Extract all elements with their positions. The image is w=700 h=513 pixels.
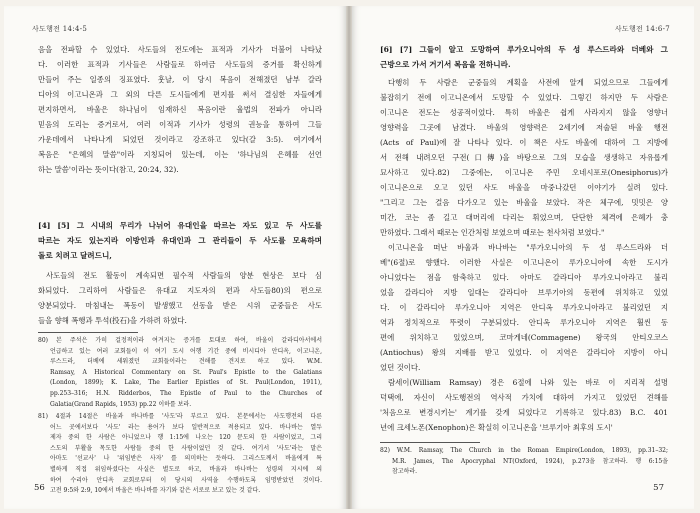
text-line: 디아의 이고니온과 그 외의 다른 도시들에게 편지를 써서 결심한 자들에게 xyxy=(38,90,322,99)
text-line: 람세이(William Ramsay) 경은 6절에 나와 있는 바로 이 지리적 설명 xyxy=(388,378,668,387)
footnote-line: Ramsay, A Historical Commentary on St. Paul's Epistle to the Galatians xyxy=(50,368,322,376)
right-page xyxy=(352,6,694,509)
heading-line: 근방으로 가서 거기서 복음을 전하니라. xyxy=(380,60,511,69)
running-head-left: 사도행전 14:4-5 xyxy=(32,25,88,33)
text-line: 이고니온을 떠난 바울과 바나바는 "루가오니아의 두 성 루스드라와 더 xyxy=(388,243,668,252)
footnote-line: 어느 곳에서보다 '사도' 라는 용어가 보다 일반적으로 적용되고 있다. 바나바는 열두 xyxy=(50,423,322,431)
footnote-80 xyxy=(38,336,322,410)
text-line: 다행히 두 사람은 군중들의 계획을 사전에 알게 되었으므로 그들에게 xyxy=(388,78,668,87)
footnote-line: 루스드라, 더베에 세워졌던 교회들이라는 견해를 견지로 하고 있다. W.M. xyxy=(50,358,322,366)
footnote-line: 언급하고 있는 여러 교회들이 이 여기 도시 어행 기간 중에 비시디아 안디옥, 이고니온, xyxy=(50,347,322,355)
text-line: 었던 것이다. xyxy=(380,363,421,372)
text-line: 역과 정치적으로 뚜렷이 구분되었다. 안디옥 루가오니아 지역은 훨씬 동 xyxy=(380,318,668,327)
footnote-line: 고전 9:5와 2:9, 10에서 바울은 바나바를 자기와 같은 서로로 보고 있는 것 같다. xyxy=(50,487,261,495)
text-line: (Acts of Paul)에 잘 나타나 있다. 이 책은 사도 바울에 대하여 그 지방에 xyxy=(380,138,668,147)
footnote-81 xyxy=(38,412,322,497)
text-line: 들을 향해 폭행과 투석(投石)을 가하려 하였다. xyxy=(38,316,187,325)
text-line: 베"(6절)로 향했다. 이러한 사실은 이고니온이 루가오니아에 속한 도시가 xyxy=(380,258,668,267)
text-line: 다. 이 갈라디아 루가오니아 지역은 안디옥 루가오니아라고 불리었던 지 xyxy=(380,303,668,312)
footnote-line: 80) 본 주석은 가히 걸정적이라 여겨지는 증거를 토대로 하여, 바울이 갈라디아서에서 xyxy=(38,337,322,344)
text-line: 사도들의 전도 활동이 계속되면 필수적 사람들의 양분 현상은 보다 심 xyxy=(46,271,322,280)
text-line: 년에 크세노폰(Xenophon)은 확실히 이고니온을 '브루기아 최후의 도시' xyxy=(380,423,613,432)
footnote-line: 별하게 직접 위임하셨다는 사실은 별도로 하고, 바울과 바나바는 성령의 지시에 의 xyxy=(50,465,322,473)
footnote-line: 참고하라. xyxy=(392,468,418,476)
footnote-line: M.R. James, The Apocryphal NT(Oxford, 1924), p.273을 참고하라. 행 6:15을 xyxy=(392,457,668,465)
right-paragraph-3 xyxy=(380,375,668,435)
text-line: 덕택에, 자신이 사도행전의 역사적 가치에 대하여 가지고 있었던 견해를 xyxy=(380,393,668,402)
text-line: 아니었다는 점을 함축하고 있다. 아마도 갈라디아 루가오니아라고 불리 xyxy=(380,273,668,282)
right-paragraph-2 xyxy=(380,240,668,375)
heading-line: [4] [5] 그 시내의 무리가 나뉘어 유대인을 따르는 자도 있고 두 사도를 xyxy=(38,221,322,230)
footnote-rule xyxy=(38,332,138,333)
text-line: 서 전해 내려오던 구전(口傳)을 바탕으로 그의 모습을 생생하고 자유롭게 xyxy=(380,153,668,162)
text-line: 양분되었다. 마침내는 폭동이 발생했고 선동을 받은 시위 군중들은 사도 xyxy=(38,301,322,310)
page-number-left: 56 xyxy=(34,483,45,493)
text-line: 이고니온으로 오고 있던 사도 바울을 마중나갔던 이야기가 실려 있다. xyxy=(380,183,668,192)
text-line: 하는 말씀'이라는 뜻이다(참고, 20:24, 32). xyxy=(38,165,179,174)
text-line: '처음으로 변경시키는' 계기를 갖게 되었다고 기록하고 있다.83) B.C. 401 xyxy=(380,408,668,417)
text-line: 믿음의 도리는 증거로서, 여러 이적과 기사가 성령의 권능을 통하여 그들 xyxy=(38,120,322,129)
text-line: "그리고 그는 걸음 다가오고 있는 바울을 보았다. 작은 체구에, 밋밋은 양 xyxy=(380,198,668,207)
left-verse-heading xyxy=(38,218,322,263)
text-line: (Antiochus) 왕의 지배를 받고 있었다. 이 지역은 갈라디아 지방이 아니 xyxy=(380,348,668,357)
heading-line: [6] [7] 그들이 알고 도망하여 루가오니아의 두 성 루스드라와 더베와 그 xyxy=(380,45,668,54)
footnote-line: 하여 수리아 안디옥 교회로부터 이 당시의 사역을 수행하도록 임명받았던 것이다. xyxy=(50,476,322,484)
heading-line: 돌로 치려고 달려드니, xyxy=(38,251,112,260)
footnote-line: 82) W.M. Ramsay, The Church in the Roman Empire(London, 1893), pp.31–32; xyxy=(380,447,668,454)
right-verse-heading xyxy=(380,42,668,72)
footnote-line: Galatia(Grand Rapids, 1953) pp.22 이하를 보라. xyxy=(50,400,192,408)
text-line: 만들어 주는 일종의 징표였다. 훗날, 이 당시 복음이 전해졌던 남부 갈라 xyxy=(38,75,322,84)
text-line: 편에 위치하고 있었으며, 코마게네(Commagene) 왕국의 안티오코스 xyxy=(380,333,668,342)
text-line: 이고니온 전도는 성공적이었다. 특히 바울은 쉽게 사라지지 않을 영향너 xyxy=(380,108,668,117)
footnote-line: 아마도 '선교사' 나 '위임받은 사자' 를 의미하는 듯하다. 그리스도께서 바울에게 특 xyxy=(50,455,322,463)
text-line: 가운데에서 나타나게 되었던 것이라고 강조하고 있다(갈 3:5). 여기에서 xyxy=(38,135,322,144)
text-line: 만하였다. 그래서 때로는 인간처럼 보였으며 때로는 천사처럼 보였다." xyxy=(380,228,605,237)
footnote-82 xyxy=(380,446,668,478)
text-line: 불잡히기 전에 이고니온에서 도망할 수 있었다. 그렇긴 하지만 두 사람은 xyxy=(380,93,668,102)
footnote-line: pp.253–316; H.N. Ridderbos, The Epistle of Paul to the Churches of xyxy=(50,389,322,397)
text-line: 편지하면서, 바울은 하나님이 임재하신 복음이란 율법의 전파가 아니라 xyxy=(38,105,322,114)
footnote-rule xyxy=(380,442,480,443)
page-number-right: 57 xyxy=(653,483,664,493)
left-paragraph-2 xyxy=(38,268,322,328)
text-line: 복음은 "은혜의 말씀"이라 지칭되어 있는데, 이는 '하나님의 은혜를 선언 xyxy=(38,150,322,159)
left-page xyxy=(4,6,346,509)
heading-line: 따르는 자도 있는지라 이방인과 유대인과 그 관리들이 두 사도를 모욕하며 xyxy=(38,236,322,245)
footnote-line: 81) 4절과 14절은 바울과 바나바를 '사도'라 부르고 있다. 본문에서는 사도행전의 다른 xyxy=(38,413,322,420)
running-head-right: 사도행전 14:6-7 xyxy=(614,25,670,33)
text-line: 음을 전파할 수 있었다. 사도들의 전도에는 표적과 기사가 더불어 나타났 xyxy=(38,45,322,54)
text-line: 미간, 코는 좀 길고 대머리에 다리는 휘었으며, 단단한 체격에 은혜가 충 xyxy=(380,213,668,222)
left-paragraph-1 xyxy=(38,42,322,177)
text-line: 었을 갈라디아 지방 일대는 갈라디아 브루기아의 동편에 위치하고 있었 xyxy=(380,288,668,297)
text-line: 다. 이러한 표적과 기사들은 사람들로 하여금 사도들의 증거를 확신하게 xyxy=(38,60,322,69)
footnote-line: 스도의 부활을 목도한 사람들 중의 한 사람이었던 것 같다. 여기서 '사도'라는 말은 xyxy=(50,444,322,452)
text-line: 묘사하고 있다.82) 그중에는, 이고니온 주민 오네시포로(Onesiphorus)가 xyxy=(380,168,668,177)
right-paragraph-1 xyxy=(380,75,668,240)
footnote-line: (London, 1899); K. Lake, The Earlier Epistles of St. Paul(London, 1911), xyxy=(50,379,322,387)
text-line: 화되었다. 그리하여 사람들은 유대교 지도자의 편과 사도들80)의 편으로 xyxy=(38,286,322,295)
text-line: 영향력을 그곳에 남겼다. 바울의 영향력은 2세기에 저술된 바울 행전 xyxy=(380,123,668,132)
footnote-line: 제자 중의 한 사람은 아니었으나 행 1:15에 나오는 120 문도의 한 사람이었고, 그리 xyxy=(50,434,322,442)
